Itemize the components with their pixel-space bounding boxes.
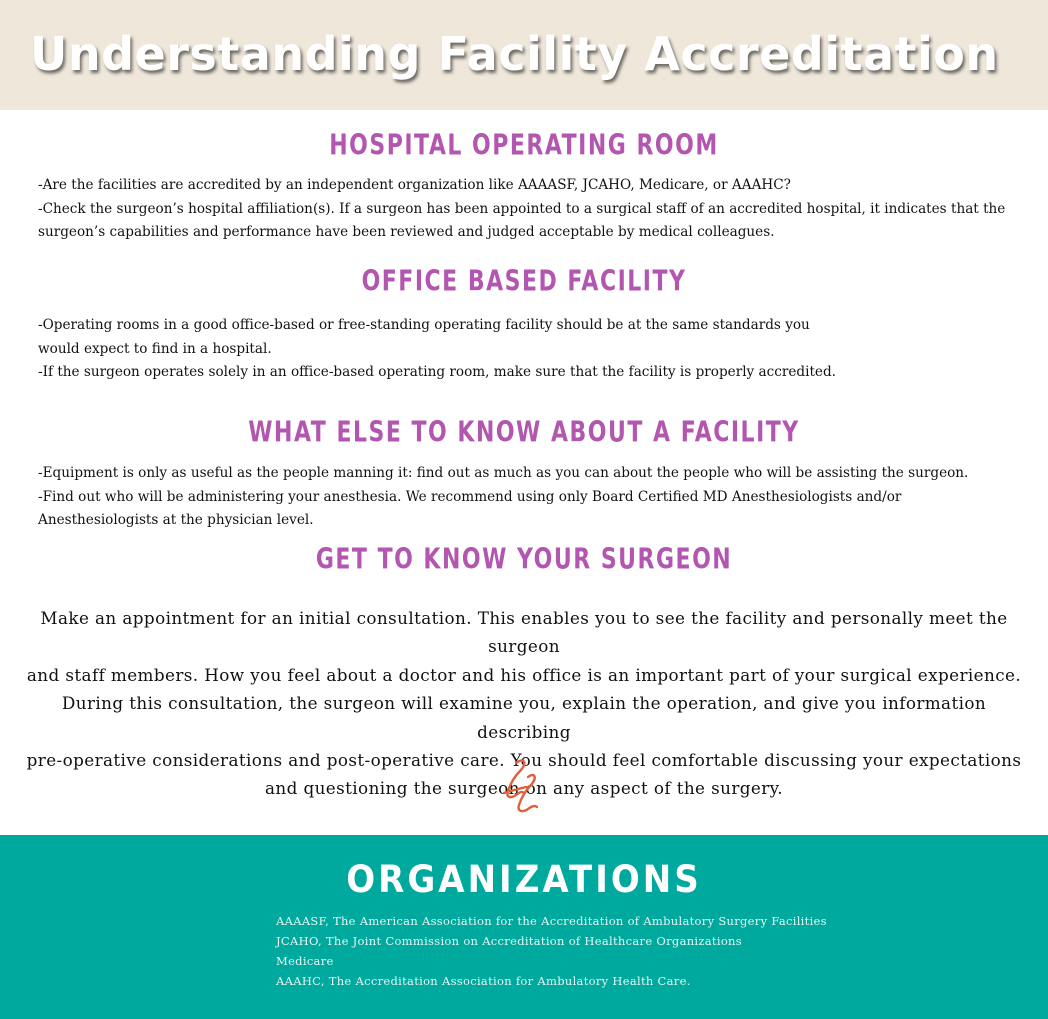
org-item-jcaho: JCAHO, The Joint Commission on Accreditation of Healthcare Organizations [276, 934, 742, 948]
office-paragraph-1: -Operating rooms in a good office-based or free-standing operating facility should be at the same standards you would expect to find in a hospital. [38, 317, 810, 357]
organizations-list [276, 911, 827, 991]
office-based-facility-heading: OFFICE BASED FACILITY [361, 266, 687, 298]
surgeon-line-2: and staff members. How you feel about a doctor and his office is an important part of your surgical experience. [26, 664, 1022, 685]
org-item-aaahc: AAAHC, The Accreditation Association for Ambulatory Health Care. [276, 974, 691, 988]
hospital-paragraph-2: -Check the surgeon’s hospital affiliation(s). If a surgeon has been appointed to a surgical staff of an accredited hospital, it indicates that the surgeon’s capabilities and performance have been reviewed and judged acceptable by medical colleagues. [38, 200, 1006, 240]
surgeon-line-1: Make an appointment for an initial consultation. This enables you to see the facility and personally meet the surgeon [40, 608, 1008, 657]
organizations-footer [0, 835, 1048, 1019]
hospital-operating-room-text [38, 174, 1013, 245]
what-else-text [38, 462, 1018, 533]
office-based-facility-text [38, 314, 838, 385]
page-title: Understanding Facility Accreditation [30, 27, 999, 81]
monogram-logo-icon [498, 755, 542, 815]
organizations-heading: ORGANIZATIONS [346, 857, 702, 902]
org-item-medicare: Medicare [276, 954, 334, 968]
what-else-paragraph-1: -Equipment is only as useful as the people manning it: find out as much as you can about the people who will be assisting the surgeon. [38, 465, 969, 481]
surgeon-line-4: pre-operative considerations and post-operative care. You should feel comfortable discussing your expectations [26, 750, 1022, 771]
hospital-operating-room-heading: HOSPITAL OPERATING ROOM [329, 130, 719, 162]
hospital-paragraph-1: -Are the facilities are accredited by an independent organization like AAAASF, JCAHO, Medicare, or AAAHC? [38, 177, 791, 193]
what-else-heading: WHAT ELSE TO KNOW ABOUT A FACILITY [248, 417, 800, 449]
surgeon-line-3: During this consultation, the surgeon will examine you, explain the operation, and give you information describing [61, 693, 987, 742]
org-item-aaaasf: AAAASF, The American Association for the Accreditation of Ambulatory Surgery Facilities [276, 914, 827, 928]
what-else-paragraph-2: -Find out who will be administering your anesthesia. We recommend using only Board Certified MD Anesthesiologists and/or Anesthesiologists at the physician level. [38, 488, 902, 528]
get-to-know-surgeon-heading: GET TO KNOW YOUR SURGEON [315, 544, 733, 576]
office-paragraph-2: -If the surgeon operates solely in an office-based operating room, make sure that the facility is properly accredited. [38, 364, 837, 380]
surgeon-line-5: and questioning the surgeon on any aspect of the surgery. [264, 778, 784, 799]
page-header [0, 0, 1048, 110]
